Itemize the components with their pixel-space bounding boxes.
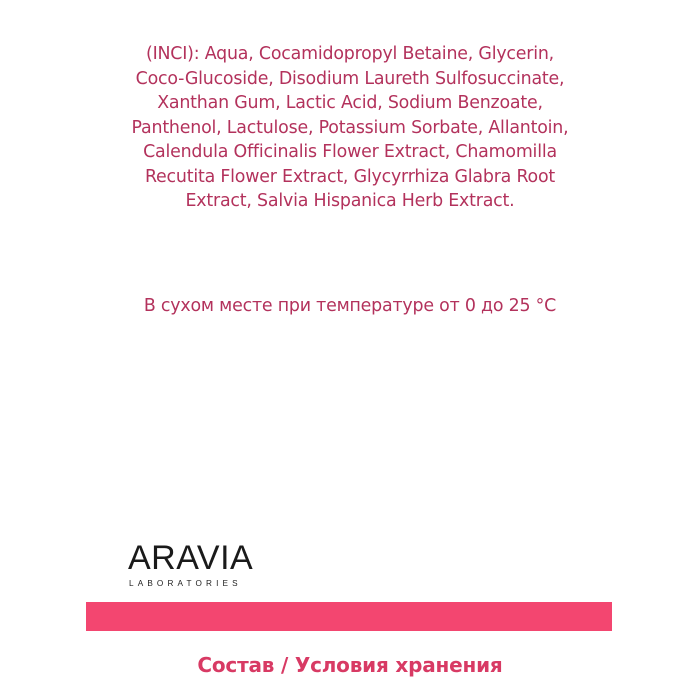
- ingredients-line: Panthenol, Lactulose, Potassium Sorbate, Allantoin,: [131, 117, 569, 138]
- logo-subtitle: LABORATORIES: [129, 579, 242, 588]
- ingredients-line: Coco-Glucoside, Disodium Laureth Sulfosuccinate,: [135, 68, 565, 89]
- ingredients-line: Extract, Salvia Hispanica Herb Extract.: [185, 191, 515, 211]
- ingredients-line: Xanthan Gum, Lactic Acid, Sodium Benzoate,: [157, 93, 543, 113]
- brand-logo: [128, 538, 268, 594]
- ingredients-line: Calendula Officinalis Flower Extract, Chamomilla: [143, 142, 557, 162]
- section-title: Состав / Условия хранения: [197, 653, 503, 677]
- ingredients-line: Recutita Flower Extract, Glycyrrhiza Glabra Root: [144, 166, 556, 187]
- accent-bar: [86, 602, 612, 631]
- ingredients-list: [60, 42, 640, 214]
- storage-conditions: В сухом месте при температуре от 0 до 25 °C: [143, 296, 557, 316]
- logo-brand-name: ARAVIA: [128, 539, 254, 577]
- ingredients-line: (INCI): Aqua, Cocamidopropyl Betaine, Glycerin,: [145, 44, 555, 64]
